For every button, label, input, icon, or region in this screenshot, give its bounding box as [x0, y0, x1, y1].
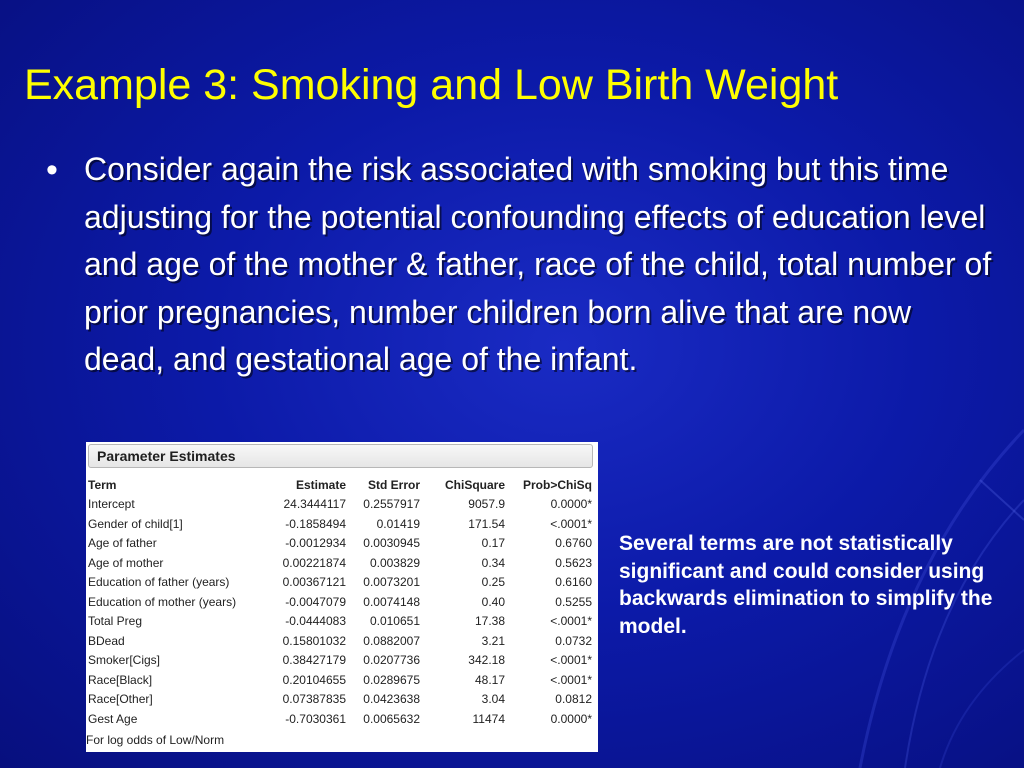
- estimate-cell: 0.00367121: [282, 575, 346, 590]
- bullet-text: Consider again the risk associated with smoking but this time adjusting for the potential confounding effects of education level and age of the mother & father, race of the child, total number of prior pregnancies, number children born alive that are now dead, and gestational age of the infant.: [84, 151, 992, 377]
- std-error-cell: 0.0073201: [363, 575, 420, 590]
- table-row: [86, 592, 592, 612]
- term-cell: Race[Black]: [88, 672, 153, 687]
- term-cell: Total Preg: [88, 614, 143, 629]
- bullet-item: [46, 146, 996, 384]
- table-row: [86, 573, 592, 593]
- report-footnote: For log odds of Low/Norm: [86, 733, 225, 747]
- std-error-cell: 0.0423638: [363, 692, 420, 707]
- std-error-cell: 0.003829: [369, 555, 420, 570]
- table-row: [86, 670, 592, 690]
- prob-cell: <.0001*: [550, 672, 592, 687]
- chi-square-cell: 0.34: [481, 555, 505, 570]
- prob-cell: 0.5255: [555, 594, 592, 609]
- side-note: Several terms are not statistically significant and could consider using backwards elimination to simplify the model.: [619, 532, 993, 638]
- term-cell: BDead: [88, 633, 125, 648]
- column-header-std-error: Std Error: [367, 477, 420, 492]
- chi-square-cell: 0.17: [481, 536, 505, 551]
- chi-square-cell: 0.40: [481, 594, 505, 609]
- column-header-chi-square: ChiSquare: [444, 477, 505, 492]
- column-header-prob: Prob>ChiSq: [522, 477, 592, 492]
- chi-square-cell: 171.54: [468, 516, 505, 531]
- std-error-cell: 0.0065632: [363, 711, 420, 726]
- std-error-cell: 0.0882007: [363, 633, 420, 648]
- slide-title: Example 3: Smoking and Low Birth Weight: [24, 61, 839, 109]
- table-row: [86, 495, 592, 515]
- column-header-term: Term: [88, 477, 117, 492]
- std-error-cell: 0.0289675: [363, 672, 420, 687]
- report-header[interactable]: [88, 444, 593, 468]
- table-row: [86, 631, 592, 651]
- estimate-cell: -0.7030361: [285, 711, 346, 726]
- term-cell: Race[Other]: [88, 692, 153, 707]
- parameter-estimates-report: [86, 442, 598, 752]
- prob-cell: 0.5623: [555, 555, 592, 570]
- estimate-cell: 0.07387835: [282, 692, 346, 707]
- table-row: [86, 534, 592, 554]
- term-cell: Smoker[Cigs]: [88, 653, 161, 668]
- estimate-cell: -0.0047079: [285, 594, 346, 609]
- table-row: [86, 553, 592, 573]
- bullet-list: [46, 146, 996, 384]
- table-row: [86, 651, 592, 671]
- term-cell: Education of mother (years): [88, 594, 237, 609]
- estimate-cell: 0.20104655: [282, 672, 346, 687]
- column-header-estimate: Estimate: [295, 477, 346, 492]
- chi-square-cell: 0.25: [481, 575, 505, 590]
- prob-cell: <.0001*: [550, 614, 592, 629]
- term-cell: Age of father: [88, 536, 157, 551]
- prob-cell: 0.0000*: [550, 497, 592, 512]
- prob-cell: <.0001*: [550, 516, 592, 531]
- table-row: [86, 612, 592, 632]
- bullet-point-icon: •: [46, 151, 58, 189]
- prob-cell: 0.0000*: [550, 711, 592, 726]
- term-cell: Age of mother: [88, 555, 164, 570]
- chi-square-cell: 3.21: [481, 633, 505, 648]
- estimate-cell: 24.3444117: [283, 497, 346, 512]
- prob-cell: 0.0732: [555, 633, 592, 648]
- term-cell: Education of father (years): [88, 575, 230, 590]
- chi-square-cell: 3.04: [481, 692, 505, 707]
- chi-square-cell: 342.18: [468, 653, 505, 668]
- table-row: [86, 709, 592, 729]
- prob-cell: 0.0812: [555, 692, 592, 707]
- std-error-cell: 0.0207736: [363, 653, 420, 668]
- chi-square-cell: 17.38: [474, 614, 505, 629]
- term-cell: Intercept: [88, 497, 135, 512]
- term-cell: Gender of child[1]: [88, 516, 183, 531]
- std-error-cell: 0.01419: [376, 516, 420, 531]
- chi-square-cell: 11474: [472, 711, 505, 726]
- prob-cell: <.0001*: [550, 653, 592, 668]
- estimate-cell: -0.1858494: [285, 516, 346, 531]
- table-row: [86, 690, 592, 710]
- report-title: Parameter Estimates: [97, 448, 236, 464]
- estimate-cell: 0.38427179: [282, 653, 346, 668]
- prob-cell: 0.6160: [555, 575, 592, 590]
- table-header-row: [86, 475, 592, 495]
- term-cell: Gest Age: [88, 711, 138, 726]
- std-error-cell: 0.0074148: [363, 594, 420, 609]
- estimate-cell: -0.0012934: [285, 536, 346, 551]
- std-error-cell: 0.010651: [369, 614, 420, 629]
- prob-cell: 0.6760: [555, 536, 592, 551]
- estimate-cell: 0.15801032: [282, 633, 346, 648]
- std-error-cell: 0.2557917: [363, 497, 420, 512]
- parameter-estimates-table: [86, 475, 592, 729]
- estimate-cell: 0.00221874: [282, 555, 346, 570]
- chi-square-cell: 9057.9: [468, 497, 505, 512]
- std-error-cell: 0.0030945: [363, 536, 420, 551]
- estimate-cell: -0.0444083: [285, 614, 346, 629]
- chi-square-cell: 48.17: [474, 672, 505, 687]
- table-row: [86, 514, 592, 534]
